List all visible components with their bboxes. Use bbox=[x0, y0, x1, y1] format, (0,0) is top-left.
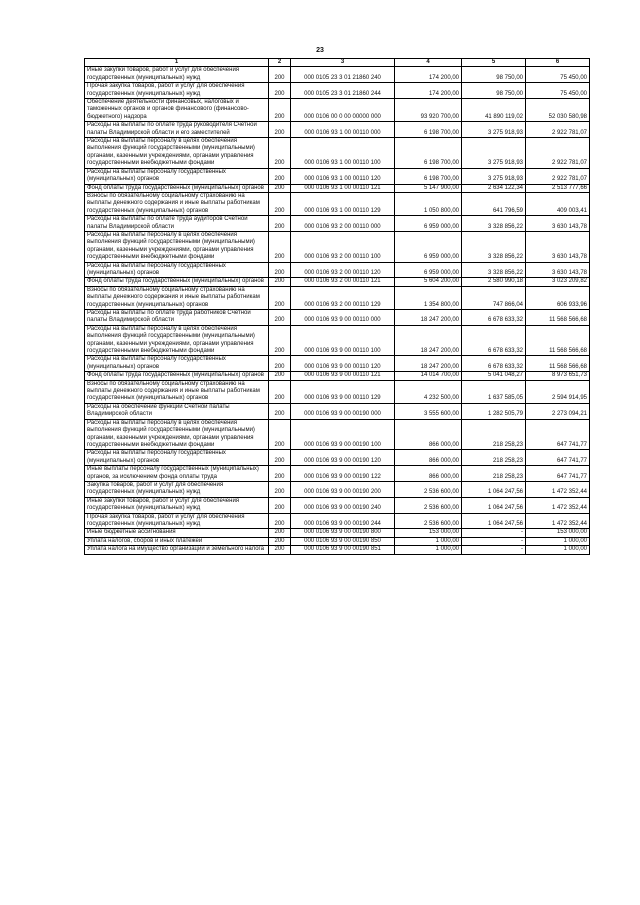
table-row bbox=[85, 419, 590, 450]
row-line-code-cell: 200 bbox=[269, 231, 291, 262]
row-classification-code-cell: 000 0106 00 0 00 00000 000 bbox=[291, 99, 395, 122]
table-row bbox=[85, 138, 590, 169]
row-classification-code-cell: 000 0106 93 2 00 00110 129 bbox=[291, 286, 395, 309]
row-unexecuted-amount-cell: 1 472 352,44 bbox=[526, 513, 590, 529]
table-row bbox=[85, 403, 590, 419]
row-name-cell: Расходы на обеспечение функций Счетной палаты Владимирской области bbox=[85, 403, 269, 419]
row-executed-amount-cell: 1 282 505,79 bbox=[462, 403, 526, 419]
row-unexecuted-amount-cell: 409 003,41 bbox=[526, 192, 590, 215]
table-row bbox=[85, 67, 590, 83]
row-classification-code-cell: 000 0106 93 9 00 00190 122 bbox=[291, 466, 395, 482]
row-approved-amount-cell: 3 555 600,00 bbox=[395, 403, 462, 419]
row-name-cell: Взносы по обязательному социальному страхованию на выплаты денежного содержания и иные выплаты работникам государственных (муниципальных) органов bbox=[85, 286, 269, 309]
row-line-code-cell: 200 bbox=[269, 419, 291, 450]
row-name-cell: Закупка товаров, работ и услуг для обеспечения государственных (муниципальных) нужд bbox=[85, 481, 269, 497]
row-approved-amount-cell: 2 536 600,00 bbox=[395, 497, 462, 513]
row-unexecuted-amount-cell: 11 568 566,68 bbox=[526, 310, 590, 326]
row-approved-amount-cell: 1 050 800,00 bbox=[395, 192, 462, 215]
row-unexecuted-amount-cell: 3 023 209,82 bbox=[526, 278, 590, 286]
row-executed-amount-cell: - bbox=[462, 537, 526, 545]
row-name-cell: Иные закупки товаров, работ и услуг для обеспечения государственных (муниципальных) нужд bbox=[85, 497, 269, 513]
column-header-6: 6 bbox=[526, 59, 590, 67]
row-unexecuted-amount-cell: 2 513 777,66 bbox=[526, 184, 590, 192]
row-name-cell: Расходы на выплаты по оплате труда руководителя Счетной палаты Владимирской области и его заместителей bbox=[85, 122, 269, 138]
row-approved-amount-cell: 6 959 000,00 bbox=[395, 231, 462, 262]
column-header-1: 1 bbox=[85, 59, 269, 67]
row-name-cell: Расходы на выплаты по оплате труда аудиторов Счетной палаты Владимирской области bbox=[85, 216, 269, 232]
row-classification-code-cell: 000 0106 93 1 00 00110 121 bbox=[291, 184, 395, 192]
table-row bbox=[85, 380, 590, 403]
row-executed-amount-cell: 218 258,23 bbox=[462, 450, 526, 466]
row-approved-amount-cell: 6 198 700,00 bbox=[395, 168, 462, 184]
table-row bbox=[85, 497, 590, 513]
column-header-5: 5 bbox=[462, 59, 526, 67]
row-name-cell: Прочая закупка товаров, работ и услуг для обеспечения государственных (муниципальных) нужд bbox=[85, 513, 269, 529]
row-approved-amount-cell: 1 354 800,00 bbox=[395, 286, 462, 309]
row-line-code-cell: 200 bbox=[269, 325, 291, 356]
row-line-code-cell: 200 bbox=[269, 286, 291, 309]
row-approved-amount-cell: 866 000,00 bbox=[395, 450, 462, 466]
row-classification-code-cell: 000 0106 93 9 00 00110 100 bbox=[291, 325, 395, 356]
row-line-code-cell: 200 bbox=[269, 83, 291, 99]
row-approved-amount-cell: 866 000,00 bbox=[395, 466, 462, 482]
row-line-code-cell: 200 bbox=[269, 99, 291, 122]
row-line-code-cell: 200 bbox=[269, 192, 291, 215]
table-row bbox=[85, 450, 590, 466]
row-unexecuted-amount-cell: 3 630 143,78 bbox=[526, 216, 590, 232]
row-line-code-cell: 200 bbox=[269, 497, 291, 513]
row-name-cell: Фонд оплаты труда государственных (муниципальных) органов bbox=[85, 184, 269, 192]
table-body bbox=[85, 67, 590, 554]
row-line-code-cell: 200 bbox=[269, 168, 291, 184]
row-approved-amount-cell: 4 232 500,00 bbox=[395, 380, 462, 403]
row-unexecuted-amount-cell: 2 594 914,95 bbox=[526, 380, 590, 403]
row-classification-code-cell: 000 0106 93 9 00 00190 800 bbox=[291, 529, 395, 537]
row-name-cell: Расходы на выплаты персоналу государственных (муниципальных) органов bbox=[85, 262, 269, 278]
row-approved-amount-cell: 1 000,00 bbox=[395, 537, 462, 545]
row-line-code-cell: 200 bbox=[269, 403, 291, 419]
row-classification-code-cell: 000 0105 23 3 01 21860 240 bbox=[291, 67, 395, 83]
column-header-2: 2 bbox=[269, 59, 291, 67]
row-line-code-cell: 200 bbox=[269, 310, 291, 326]
row-classification-code-cell: 000 0106 93 1 00 00110 129 bbox=[291, 192, 395, 215]
table-row bbox=[85, 513, 590, 529]
row-unexecuted-amount-cell: 1 000,00 bbox=[526, 537, 590, 545]
table-row bbox=[85, 481, 590, 497]
row-line-code-cell: 200 bbox=[269, 372, 291, 380]
row-line-code-cell: 200 bbox=[269, 529, 291, 537]
row-approved-amount-cell: 5 604 200,00 bbox=[395, 278, 462, 286]
row-name-cell: Фонд оплаты труда государственных (муниципальных) органов bbox=[85, 278, 269, 286]
row-classification-code-cell: 000 0106 93 9 00 00190 000 bbox=[291, 403, 395, 419]
row-name-cell: Уплата налога на имущество организаций и земельного налога bbox=[85, 546, 269, 554]
table-row bbox=[85, 184, 590, 192]
row-classification-code-cell: 000 0106 93 9 00 00110 000 bbox=[291, 310, 395, 326]
row-classification-code-cell: 000 0106 93 2 00 00110 100 bbox=[291, 231, 395, 262]
row-classification-code-cell: 000 0106 93 9 00 00110 120 bbox=[291, 356, 395, 372]
row-approved-amount-cell: 866 000,00 bbox=[395, 419, 462, 450]
row-approved-amount-cell: 174 200,00 bbox=[395, 83, 462, 99]
row-executed-amount-cell: 2 634 122,34 bbox=[462, 184, 526, 192]
row-approved-amount-cell: 6 198 700,00 bbox=[395, 122, 462, 138]
table-row bbox=[85, 310, 590, 326]
table-row bbox=[85, 122, 590, 138]
row-executed-amount-cell: 218 258,23 bbox=[462, 419, 526, 450]
row-classification-code-cell: 000 0106 93 9 00 00190 850 bbox=[291, 537, 395, 545]
row-approved-amount-cell: 174 200,00 bbox=[395, 67, 462, 83]
row-line-code-cell: 200 bbox=[269, 481, 291, 497]
row-unexecuted-amount-cell: 2 922 781,07 bbox=[526, 168, 590, 184]
row-name-cell: Прочая закупка товаров, работ и услуг для обеспечения государственных (муниципальных) нужд bbox=[85, 83, 269, 99]
row-unexecuted-amount-cell: 75 450,00 bbox=[526, 83, 590, 99]
row-classification-code-cell: 000 0106 93 1 00 00110 000 bbox=[291, 122, 395, 138]
row-executed-amount-cell: - bbox=[462, 529, 526, 537]
row-classification-code-cell: 000 0106 93 9 00 00110 129 bbox=[291, 380, 395, 403]
row-classification-code-cell: 000 0106 93 1 00 00110 120 bbox=[291, 168, 395, 184]
row-unexecuted-amount-cell: 3 630 143,78 bbox=[526, 231, 590, 262]
row-unexecuted-amount-cell: 1 000,00 bbox=[526, 546, 590, 554]
table-row bbox=[85, 286, 590, 309]
row-classification-code-cell: 000 0106 93 9 00 00190 244 bbox=[291, 513, 395, 529]
row-approved-amount-cell: 6 959 000,00 bbox=[395, 262, 462, 278]
row-executed-amount-cell: 1 064 247,56 bbox=[462, 497, 526, 513]
row-unexecuted-amount-cell: 153 000,00 bbox=[526, 529, 590, 537]
row-approved-amount-cell: 93 920 700,00 bbox=[395, 99, 462, 122]
row-line-code-cell: 200 bbox=[269, 67, 291, 83]
row-approved-amount-cell: 18 247 200,00 bbox=[395, 356, 462, 372]
row-line-code-cell: 200 bbox=[269, 138, 291, 169]
row-unexecuted-amount-cell: 647 741,77 bbox=[526, 450, 590, 466]
row-unexecuted-amount-cell: 1 472 352,44 bbox=[526, 481, 590, 497]
table-row bbox=[85, 372, 590, 380]
row-executed-amount-cell: 641 796,59 bbox=[462, 192, 526, 215]
table-row bbox=[85, 99, 590, 122]
table-row bbox=[85, 529, 590, 537]
row-unexecuted-amount-cell: 11 568 566,68 bbox=[526, 325, 590, 356]
row-approved-amount-cell: 18 247 200,00 bbox=[395, 310, 462, 326]
table-row bbox=[85, 546, 590, 554]
row-line-code-cell: 200 bbox=[269, 546, 291, 554]
row-unexecuted-amount-cell: 75 450,00 bbox=[526, 67, 590, 83]
row-unexecuted-amount-cell: 8 973 651,73 bbox=[526, 372, 590, 380]
row-line-code-cell: 200 bbox=[269, 184, 291, 192]
row-approved-amount-cell: 153 000,00 bbox=[395, 529, 462, 537]
row-executed-amount-cell: 1 064 247,56 bbox=[462, 513, 526, 529]
row-name-cell: Уплата налогов, сборов и иных платежей bbox=[85, 537, 269, 545]
row-classification-code-cell: 000 0106 93 9 00 00110 121 bbox=[291, 372, 395, 380]
table-row bbox=[85, 83, 590, 99]
row-classification-code-cell: 000 0106 93 2 00 00110 121 bbox=[291, 278, 395, 286]
row-classification-code-cell: 000 0106 93 2 00 00110 120 bbox=[291, 262, 395, 278]
row-classification-code-cell: 000 0106 93 1 00 00110 100 bbox=[291, 138, 395, 169]
table-row bbox=[85, 168, 590, 184]
row-classification-code-cell: 000 0106 93 9 00 00190 851 bbox=[291, 546, 395, 554]
row-name-cell: Обеспечение деятельности финансовых, налоговых и таможенных органов и органов финансового (финансово-бюджетного) надзора bbox=[85, 99, 269, 122]
table-row bbox=[85, 356, 590, 372]
table-row bbox=[85, 262, 590, 278]
row-line-code-cell: 200 bbox=[269, 450, 291, 466]
row-executed-amount-cell: 98 750,00 bbox=[462, 83, 526, 99]
column-header-3: 3 bbox=[291, 59, 395, 67]
row-classification-code-cell: 000 0106 93 2 00 00110 000 bbox=[291, 216, 395, 232]
row-name-cell: Расходы на выплаты персоналу государственных (муниципальных) органов bbox=[85, 356, 269, 372]
row-line-code-cell: 200 bbox=[269, 513, 291, 529]
row-name-cell: Расходы на выплаты персоналу в целях обеспечения выполнения функций государственными (муниципальными) органами, казенными учреждениями, органами управления государственными внебюджетными фондами bbox=[85, 231, 269, 262]
row-name-cell: Расходы на выплаты по оплате труда работников Счетной палаты Владимирской области bbox=[85, 310, 269, 326]
row-unexecuted-amount-cell: 647 741,77 bbox=[526, 466, 590, 482]
row-executed-amount-cell: - bbox=[462, 546, 526, 554]
row-line-code-cell: 200 bbox=[269, 262, 291, 278]
table-row bbox=[85, 278, 590, 286]
table-header-row bbox=[85, 59, 590, 67]
row-approved-amount-cell: 2 536 600,00 bbox=[395, 513, 462, 529]
row-name-cell: Взносы по обязательному социальному страхованию на выплаты денежного содержания и иные выплаты работникам государственных (муниципальных) органов bbox=[85, 192, 269, 215]
row-name-cell: Расходы на выплаты персоналу в целях обеспечения выполнения функций государственными (муниципальными) органами, казенными учреждениями, органами управления государственными внебюджетными фондами bbox=[85, 138, 269, 169]
row-name-cell: Иные выплаты персоналу государственных (муниципальных) органов, за исключением фонда оплаты труда bbox=[85, 466, 269, 482]
row-name-cell: Иные бюджетные ассигнования bbox=[85, 529, 269, 537]
table-row bbox=[85, 325, 590, 356]
row-unexecuted-amount-cell: 2 273 094,21 bbox=[526, 403, 590, 419]
row-classification-code-cell: 000 0106 93 9 00 00190 100 bbox=[291, 419, 395, 450]
row-executed-amount-cell: 3 275 918,93 bbox=[462, 168, 526, 184]
row-classification-code-cell: 000 0106 93 9 00 00190 120 bbox=[291, 450, 395, 466]
row-unexecuted-amount-cell: 2 922 781,07 bbox=[526, 122, 590, 138]
row-approved-amount-cell: 5 147 900,00 bbox=[395, 184, 462, 192]
row-unexecuted-amount-cell: 2 922 781,07 bbox=[526, 138, 590, 169]
row-approved-amount-cell: 2 536 600,00 bbox=[395, 481, 462, 497]
row-unexecuted-amount-cell: 1 472 352,44 bbox=[526, 497, 590, 513]
row-executed-amount-cell: 98 750,00 bbox=[462, 67, 526, 83]
row-executed-amount-cell: 3 275 918,93 bbox=[462, 138, 526, 169]
row-approved-amount-cell: 6 198 700,00 bbox=[395, 138, 462, 169]
row-name-cell: Расходы на выплаты персоналу государственных (муниципальных) органов bbox=[85, 168, 269, 184]
row-unexecuted-amount-cell: 52 030 580,98 bbox=[526, 99, 590, 122]
row-unexecuted-amount-cell: 11 568 566,68 bbox=[526, 356, 590, 372]
row-executed-amount-cell: 6 678 633,32 bbox=[462, 356, 526, 372]
row-line-code-cell: 200 bbox=[269, 537, 291, 545]
row-line-code-cell: 200 bbox=[269, 356, 291, 372]
row-approved-amount-cell: 6 959 000,00 bbox=[395, 216, 462, 232]
row-unexecuted-amount-cell: 3 630 143,78 bbox=[526, 262, 590, 278]
row-line-code-cell: 200 bbox=[269, 380, 291, 403]
table-row bbox=[85, 192, 590, 215]
row-executed-amount-cell: 1 637 585,05 bbox=[462, 380, 526, 403]
row-approved-amount-cell: 18 247 200,00 bbox=[395, 325, 462, 356]
column-header-4: 4 bbox=[395, 59, 462, 67]
row-classification-code-cell: 000 0106 93 9 00 00190 200 bbox=[291, 481, 395, 497]
row-executed-amount-cell: 6 678 633,32 bbox=[462, 325, 526, 356]
row-approved-amount-cell: 14 014 700,00 bbox=[395, 372, 462, 380]
row-name-cell: Фонд оплаты труда государственных (муниципальных) органов bbox=[85, 372, 269, 380]
row-executed-amount-cell: 3 328 856,22 bbox=[462, 262, 526, 278]
row-classification-code-cell: 000 0105 23 3 01 21860 244 bbox=[291, 83, 395, 99]
row-executed-amount-cell: 5 041 048,27 bbox=[462, 372, 526, 380]
table-row bbox=[85, 537, 590, 545]
row-name-cell: Расходы на выплаты персоналу государственных (муниципальных) органов bbox=[85, 450, 269, 466]
row-executed-amount-cell: 3 275 918,93 bbox=[462, 122, 526, 138]
table-row bbox=[85, 216, 590, 232]
row-executed-amount-cell: 41 890 119,02 bbox=[462, 99, 526, 122]
row-name-cell: Иные закупки товаров, работ и услуг для обеспечения государственных (муниципальных) нужд bbox=[85, 67, 269, 83]
row-executed-amount-cell: 2 580 990,18 bbox=[462, 278, 526, 286]
row-executed-amount-cell: 218 258,23 bbox=[462, 466, 526, 482]
page-number: 23 bbox=[316, 47, 324, 54]
budget-execution-table bbox=[84, 58, 590, 555]
row-executed-amount-cell: 3 328 856,22 bbox=[462, 216, 526, 232]
table-row bbox=[85, 466, 590, 482]
table-row bbox=[85, 231, 590, 262]
row-line-code-cell: 200 bbox=[269, 216, 291, 232]
row-unexecuted-amount-cell: 647 741,77 bbox=[526, 419, 590, 450]
row-executed-amount-cell: 3 328 856,22 bbox=[462, 231, 526, 262]
row-line-code-cell: 200 bbox=[269, 122, 291, 138]
row-line-code-cell: 200 bbox=[269, 466, 291, 482]
row-name-cell: Расходы на выплаты персоналу в целях обеспечения выполнения функций государственными (муниципальными) органами, казенными учреждениями, органами управления государственными внебюджетными фондами bbox=[85, 325, 269, 356]
row-classification-code-cell: 000 0106 93 9 00 00190 240 bbox=[291, 497, 395, 513]
row-executed-amount-cell: 1 064 247,56 bbox=[462, 481, 526, 497]
row-name-cell: Расходы на выплаты персоналу в целях обеспечения выполнения функций государственными (муниципальными) органами, казенными учреждениями, органами управления государственными внебюджетными фондами bbox=[85, 419, 269, 450]
row-executed-amount-cell: 6 678 633,32 bbox=[462, 310, 526, 326]
row-executed-amount-cell: 747 866,04 bbox=[462, 286, 526, 309]
row-name-cell: Взносы по обязательному социальному страхованию на выплаты денежного содержания и иные выплаты работникам государственных (муниципальных) органов bbox=[85, 380, 269, 403]
row-unexecuted-amount-cell: 606 933,96 bbox=[526, 286, 590, 309]
row-approved-amount-cell: 1 000,00 bbox=[395, 546, 462, 554]
row-line-code-cell: 200 bbox=[269, 278, 291, 286]
